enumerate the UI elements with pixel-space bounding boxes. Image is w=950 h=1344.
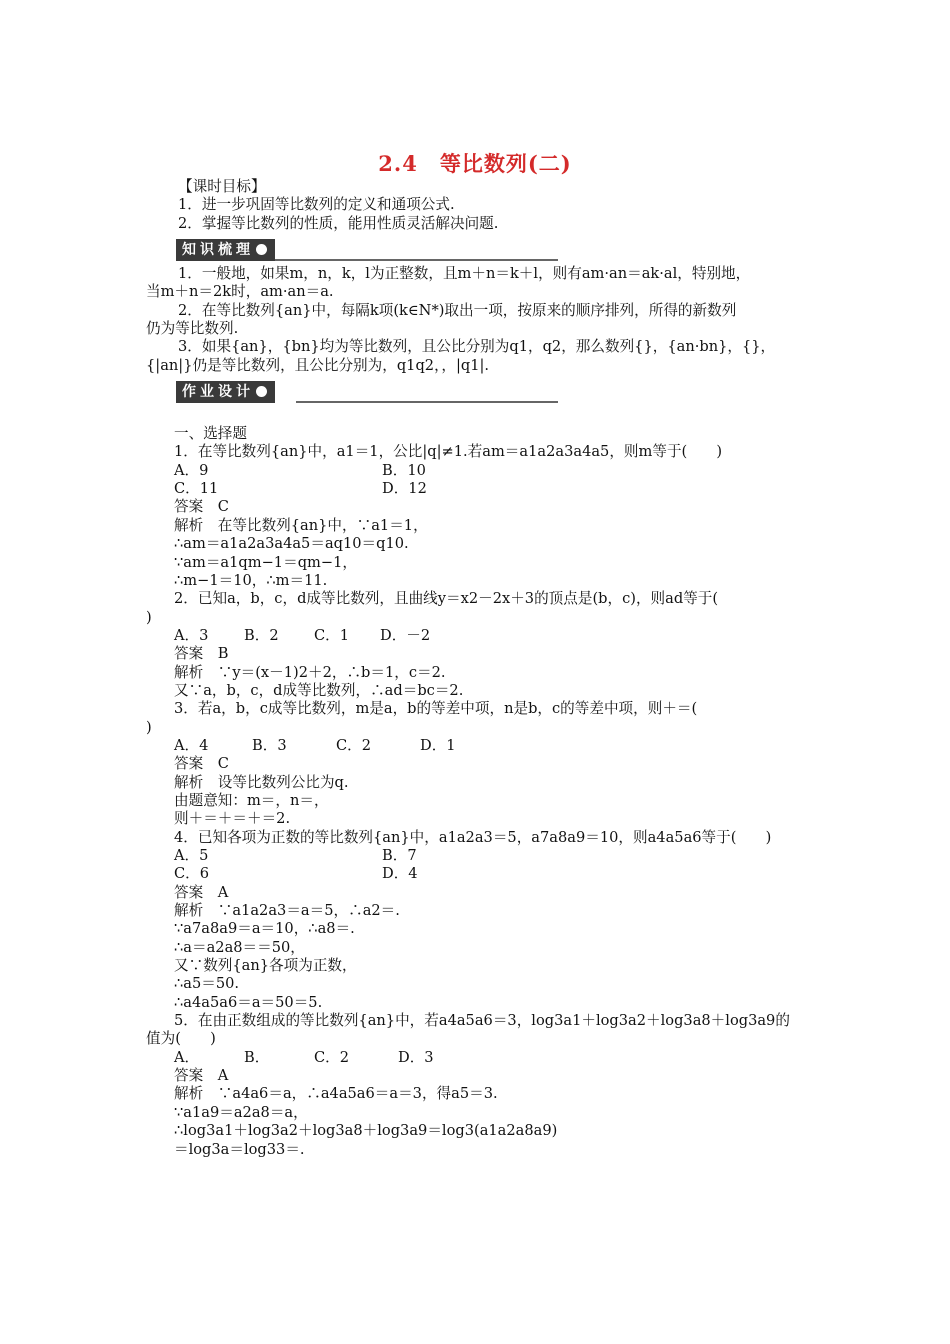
question-options: [146, 847, 826, 865]
question-options: [146, 627, 826, 645]
option-b: B．2: [244, 626, 279, 644]
option-b: B．10: [382, 461, 426, 479]
solution-line: ∴log3a1＋log3a2＋log3a8＋log3a9＝log3(a1a2a8a9): [174, 1122, 558, 1140]
option-a: A．: [174, 1048, 200, 1066]
option-c: C．6: [174, 865, 210, 883]
question-stem-cont: ): [146, 608, 152, 626]
knowledge-line: 1．一般地，如果m，n，k，l为正整数，且m＋n＝k＋l，则有am·an＝ak·al，特别地，: [178, 265, 751, 283]
question-stem-cont: 值为( ): [146, 1030, 216, 1048]
option-d: D．3: [398, 1048, 434, 1066]
solution-line: 解析 在等比数列{an}中，∵a1＝1，: [174, 516, 428, 534]
solution-line: 解析 ∵y＝(x－1)2＋2，∴b＝1，c＝2.: [174, 663, 446, 681]
bullet-dot-icon: [256, 244, 267, 255]
solution-line: ∴a＝a2a8＝＝50，: [174, 938, 305, 956]
question-stem-cont: ): [146, 718, 152, 736]
section-divider: [296, 401, 558, 403]
option-b: B．3: [252, 736, 287, 754]
option-d: D．－2: [380, 626, 431, 644]
solution-line: 解析 ∵a4a6＝a，∴a4a5a6＝a＝3，得a5＝3.: [174, 1085, 498, 1103]
section-label: 知识梳理: [182, 242, 254, 259]
section-tag: [176, 381, 275, 403]
question-stem: 5．在由正数组成的等比数列{an}中，若a4a5a6＝3，log3a1＋log3a2＋log3a8＋log3a9的: [174, 1012, 790, 1030]
solution-line: 解析 ∵a1a2a3＝a＝5，∴a2＝.: [174, 902, 400, 920]
option-d: D．12: [382, 480, 427, 498]
knowledge-line: 仍为等比数列.: [146, 320, 239, 338]
option-d: D．1: [420, 736, 456, 754]
answer: 答案 A: [174, 1067, 229, 1085]
solution-line: ∴a4a5a6＝a＝50＝5.: [174, 993, 323, 1011]
bullet-dot-icon: [256, 386, 267, 397]
exercise-heading: 一、选择题: [174, 425, 247, 443]
page-title: 2.4 等比数列(二): [378, 151, 572, 176]
knowledge-line: 当m＋n＝2k时，am·an＝a.: [146, 283, 334, 301]
answer: 答案 C: [174, 755, 229, 773]
option-c: C．2: [336, 736, 372, 754]
question-stem: 1．在等比数列{an}中，a1＝1，公比|q|≠1.若am＝a1a2a3a4a5，则m等于( ): [174, 443, 723, 461]
question-stem: 2．已知a，b，c，d成等比数列，且曲线y＝x2－2x＋3的顶点是(b，c)，则ad等于(: [174, 590, 719, 608]
solution-line: 解析 设等比数列公比为q.: [174, 773, 349, 791]
option-c: C．1: [314, 626, 350, 644]
goals-heading: 【课时目标】: [178, 178, 266, 195]
option-c: C．2: [314, 1048, 350, 1066]
option-c: C．11: [174, 480, 219, 498]
solution-line: 由题意知：m＝，n＝，: [174, 791, 329, 809]
section-header-knowledge: [146, 233, 826, 265]
section-header-homework: [146, 375, 826, 407]
section-label: 作业设计: [182, 384, 254, 401]
question-options: [146, 462, 826, 480]
knowledge-line: {|an|}仍是等比数列，且公比分别为，q1q2，，|q1|.: [146, 356, 490, 374]
option-a: A．3: [174, 626, 209, 644]
question-options: [146, 1049, 826, 1067]
section-tag: [176, 239, 275, 261]
option-a: A．9: [174, 461, 209, 479]
solution-line: ∴am＝a1a2a3a4a5＝aq10＝q10.: [174, 535, 409, 553]
option-a: A．5: [174, 847, 209, 864]
solution-line: ＝log3a＝log33＝.: [174, 1140, 305, 1158]
answer: 答案 B: [174, 645, 229, 663]
knowledge-line: 3．如果{an}，{bn}均为等比数列，且公比分别为q1，q2，那么数列{}，{an·bn}，{}，: [178, 338, 776, 356]
question-stem: 4．已知各项为正数的等比数列{an}中，a1a2a3＝5，a7a8a9＝10，则a4a5a6等于( ): [174, 828, 772, 846]
goal-item: 1．进一步巩固等比数列的定义和通项公式.: [178, 196, 455, 214]
question-options: [146, 480, 826, 498]
answer: 答案 A: [174, 883, 229, 901]
solution-line: ∵a1a9＝a2a8＝a，: [174, 1103, 308, 1121]
solution-line: ∴m−1＝10，∴m＝11.: [174, 571, 328, 589]
solution-line: 又∵a，b，c，d成等比数列，∴ad＝bc＝2.: [174, 681, 464, 699]
option-b: B．7: [382, 847, 417, 864]
option-a: A．4: [174, 736, 209, 754]
option-d: D．4: [382, 865, 418, 883]
solution-line: 又∵数列{an}各项为正数，: [174, 957, 357, 975]
question-options: [146, 737, 826, 755]
document-body: [146, 178, 826, 1159]
solution-line: ∵a7a8a9＝a＝10，∴a8＝.: [174, 920, 355, 938]
question-options: [146, 865, 826, 883]
solution-line: ∵am＝a1qm−1＝qm−1，: [174, 553, 357, 571]
question-stem: 3．若a，b，c成等比数列，m是a，b的等差中项，n是b，c的等差中项，则＋＝(: [174, 700, 698, 718]
solution-line: 则＋＝＋＝＋＝2.: [174, 810, 291, 828]
solution-line: ∴a5＝50.: [174, 975, 240, 993]
answer: 答案 C: [174, 498, 229, 516]
option-b: B．: [244, 1048, 270, 1066]
knowledge-line: 2．在等比数列{an}中，每隔k项(k∈N*)取出一项，按原来的顺序排列，所得的新数列: [178, 301, 737, 319]
goal-item: 2．掌握等比数列的性质，能用性质灵活解决问题.: [178, 214, 499, 232]
